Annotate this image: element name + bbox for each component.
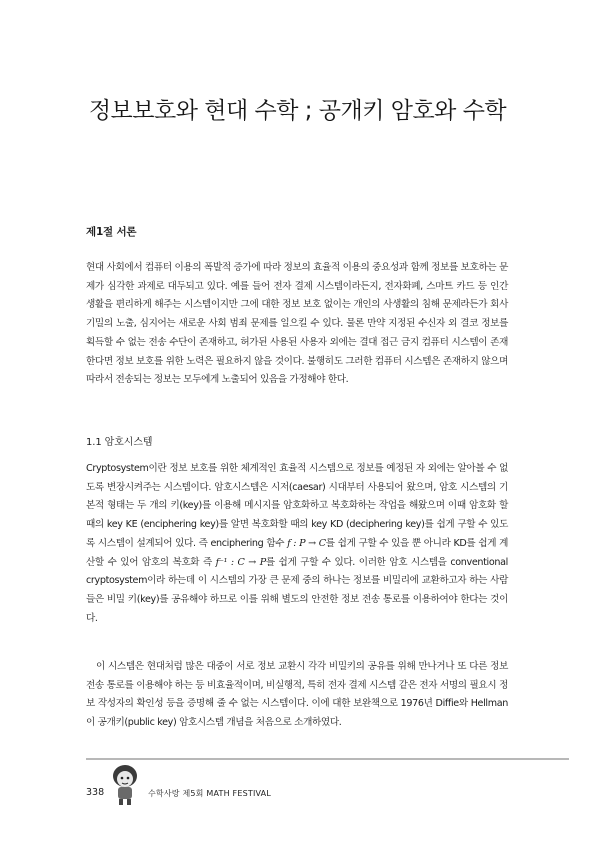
page-number: 338	[86, 787, 105, 798]
cryptosystem-text-b: 를 쉽게 구할 수 있을 뿐 아니라 KD를 쉽게 계산할 수 있어 암호의 복호화 즉	[86, 537, 508, 568]
decipher-formula: f⁻¹ : C → P	[215, 556, 266, 568]
footer-divider	[86, 758, 569, 760]
cryptosystem-text-c: 를 쉽게 구할 수 있다. 이러한 암호 시스템을 conventional cryptosystem이라 하는데 이 시스템의 가장 큰 문제 중의 하나는 정보를 비밀리에 교환하고자 하는 사람들은 비밀 키(key)를 공유해야 하므로 이를 위해 별도의 안전한 정보 전송 통로를 이용하여야 한다는 것이다.	[86, 556, 508, 624]
page-title: 정보보호와 현대 수학 ; 공개키 암호와 수학	[88, 98, 507, 124]
public-key-paragraph: 이 시스템은 현대처럼 많은 대중이 서로 정보 교환시 각각 비밀키의 공유를 위해 만나거나 또 다른 정보 전송 통로를 이용해야 하는 등 비효율적이며, 비실행적, 특히 전자 결제 시스템 같은 전자 서명의 필요시 정보 작성자의 확인성 등을 증명해 줄 수 없는 시스템이다. 이에 대한 보완책으로 1976년 Diffie와 Hellman이 공개키(public key) 암호시스템 개념을 처음으로 소개하였다.	[86, 661, 508, 729]
mascot-illustration	[110, 762, 140, 806]
section-heading: 제1절 서론	[86, 226, 137, 238]
encipher-formula: f : P → C	[287, 537, 326, 549]
intro-paragraph: 현대 사회에서 컴퓨터 이용의 폭발적 증가에 따라 정보의 효율적 이용의 중요성과 함께 정보를 보호하는 문제가 심각한 과제로 대두되고 있다. 예를 들어 전자 결제 시스템이라든지, 전자화폐, 스마트 카드 등 인간 생활을 편리하게 해주는 시스템이지만 그에 대한 정보 보호 없이는 개인의 사생활의 침해 문제라든가 회사기밀의 노출, 심지어는 새로운 사회 범죄 문제를 일으킬 수 있다. 물론 만약 지정된 수신자 외 결코 정보를 획득할 수 없는 전송 수단이 존재하고, 허가된 사용된 사용자 외에는 결대 접근 금지 컴퓨터 시스템이 존재한다면 정보 보호를 위한 노력은 필요하지 않을 것이다. 불행히도 그러한 컴퓨터 시스템은 존재하지 않으며 따라서 전송되는 정보는 모두에게 노출되어 있음을 가정해야 한다.	[86, 262, 508, 386]
footer-publication: 수학사랑 제5회 MATH FESTIVAL	[148, 789, 272, 798]
subsection-heading: 1.1 암호시스템	[86, 437, 153, 448]
cryptosystem-text-a: Cryptosystem이란 정보 보호를 위한 체계적인 효율적 시스템으로 정보를 예정된 자 외에는 알아볼 수 없도록 변장시켜주는 시스템이다. 암호시스템은 시저(caesar) 시대부터 사용되어 왔으며, 암호 시스템의 기본적 형태는 두 개의 키(key)를 이용해 메시지를 암호화하고 복호화하는 작업을 해왔으며 이때 암호화 할 때의 key KE (enciphering key)를 알면 복호화할 때의 key KD (deciphering key)를 쉽게 구할 수 있도록 시스템이 설계되어 있다. 즉 enciphering 함수	[86, 463, 508, 549]
cryptosystem-paragraph	[86, 460, 508, 628]
